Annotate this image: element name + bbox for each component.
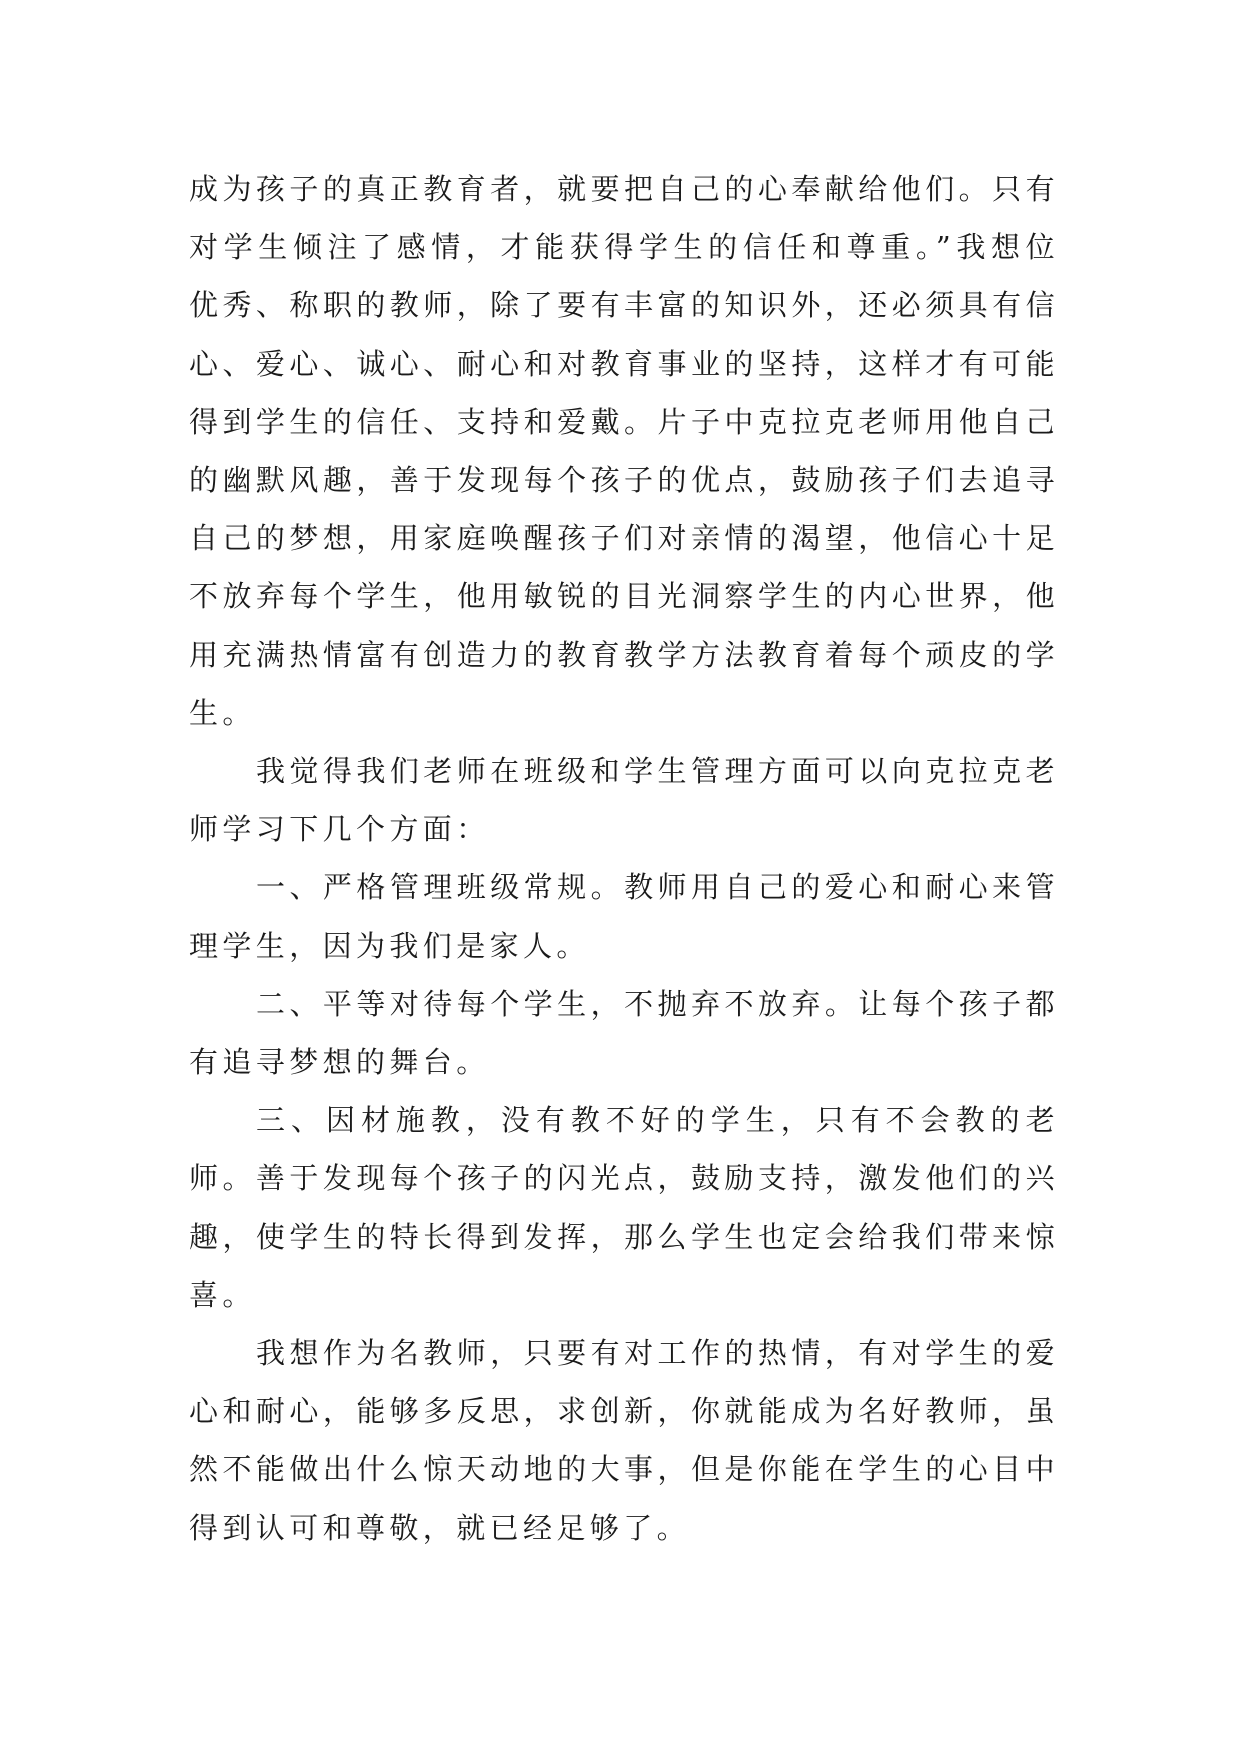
paragraph-point-two: 二、平等对待每个学生，不抛弃不放弃。让每个孩子都有追寻梦想的舞台。 [189,986,1059,1080]
paragraph-point-one: 一、严格管理班级常规。教师用自己的爱心和耐心来管理学生，因为我们是家人。 [189,870,1059,963]
document-body [189,160,1059,1557]
paragraph-conclusion: 我想作为名教师，只要有对工作的热情，有对学生的爱心和耐心，能够多反思，求创新，你就能成为名好教师，虽然不能做出什么惊天动地的大事，但是你能在学生的心目中得到认可和尊敬，就已经足够了。 [189,1336,1059,1545]
paragraph-intro-points: 我觉得我们老师在班级和学生管理方面可以向克拉克老师学习下几个方面： [189,754,1059,847]
paragraph-continued: 成为孩子的真正教育者，就要把自己的心奉献给他们。只有对学生倾注了感情，才能获得学生的信任和尊重。”我想位优秀、称职的教师，除了要有丰富的知识外，还必须具有信心、爱心、诚心、耐心和对教育事业的坚持，这样才有可能得到学生的信任、支持和爱戴。片子中克拉克老师用他自己的幽默风趣，善于发现每个孩子的优点，鼓励孩子们去追寻自己的梦想，用家庭唤醒孩子们对亲情的渴望，他信心十足不放弃每个学生，他用敏锐的目光洞察学生的内心世界，他用充满热情富有创造力的教育教学方法教育着每个顽皮的学生。 [189,172,1059,730]
paragraph-point-three: 三、因材施教，没有教不好的学生，只有不会教的老师。善于发现每个孩子的闪光点，鼓励支持，激发他们的兴趣，使学生的特长得到发挥，那么学生也定会给我们带来惊喜。 [189,1103,1059,1312]
